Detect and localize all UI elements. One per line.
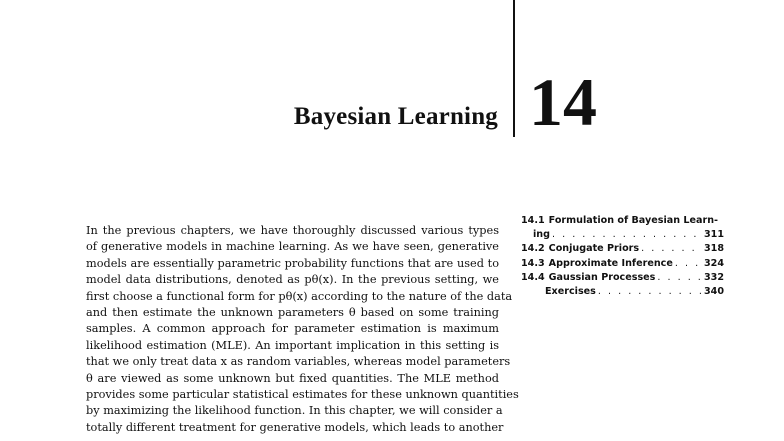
paragraph-line: models are essentially parametric probability functions that are used to — [86, 256, 499, 270]
chapter-toc — [521, 214, 724, 299]
toc-entry-title: ing — [533, 229, 550, 241]
toc-entry-14-1[interactable] — [521, 214, 724, 228]
toc-entry-page: 318 — [703, 243, 724, 255]
paragraph-line: provides some particular statistical estimates for these unknown quantities — [86, 388, 519, 402]
paragraph-line: model data distributions, denoted as pθ(x). In the previous setting, we — [86, 273, 499, 287]
paragraph-line: likelihood estimation (MLE). An important implication in this setting is — [86, 338, 499, 352]
toc-entry-page: 332 — [703, 271, 724, 283]
paragraph-line: by maximizing the likelihood function. In this chapter, we will consider a — [86, 404, 503, 418]
toc-entry-title: Exercises — [545, 286, 596, 298]
toc-entry-title: Formulation of Bayesian Learn- — [548, 215, 719, 226]
toc-entry-14-4[interactable] — [521, 271, 724, 285]
toc-entry-14-3[interactable] — [521, 257, 724, 271]
toc-leader-dots — [657, 271, 702, 285]
toc-entry-page: 340 — [703, 286, 724, 298]
toc-entry-number: 14.1 — [521, 215, 545, 226]
paragraph-line: first choose a functional form for pθ(x) according to the nature of the data — [86, 289, 513, 303]
paragraph-line: that we only treat data x as random variables, whereas model parameters — [86, 355, 511, 369]
toc-entry-title: Gaussian Processes — [548, 271, 656, 283]
toc-entry-title: Approximate Inference — [548, 257, 673, 269]
toc-entry-14-1-continued[interactable] — [521, 228, 724, 242]
toc-entry-page: 324 — [703, 257, 724, 269]
toc-entry-number: 14.2 — [521, 243, 545, 255]
paragraph-line: and then estimate the unknown parameters θ based on some training — [86, 306, 499, 320]
toc-entry-number: 14.3 — [521, 257, 545, 269]
paragraph-line: θ are viewed as some unknown but fixed quantities. The MLE method — [86, 371, 499, 385]
chapter-title: Bayesian Learning — [293, 103, 498, 130]
toc-entry-14-2[interactable] — [521, 242, 724, 256]
chapter-divider-rule — [513, 0, 515, 137]
toc-leader-dots — [641, 242, 702, 256]
toc-entry-title: Conjugate Priors — [548, 243, 640, 255]
toc-entry-number: 14.4 — [521, 271, 545, 283]
intro-paragraph — [86, 223, 519, 436]
paragraph-line: of generative models in machine learning. As we have seen, generative — [86, 240, 499, 254]
chapter-number: 14 — [529, 64, 597, 140]
paragraph-line: In the previous chapters, we have thoroughly discussed various types — [86, 224, 499, 237]
paragraph-line: samples. A common approach for parameter estimation is maximum — [86, 322, 499, 336]
toc-entry-exercises[interactable] — [521, 285, 724, 299]
toc-leader-dots — [675, 257, 702, 271]
toc-entry-page: 311 — [703, 229, 724, 241]
toc-leader-dots — [552, 228, 702, 242]
toc-leader-dots — [598, 285, 702, 299]
paragraph-line: totally different treatment for generative models, which leads to another — [86, 420, 504, 434]
